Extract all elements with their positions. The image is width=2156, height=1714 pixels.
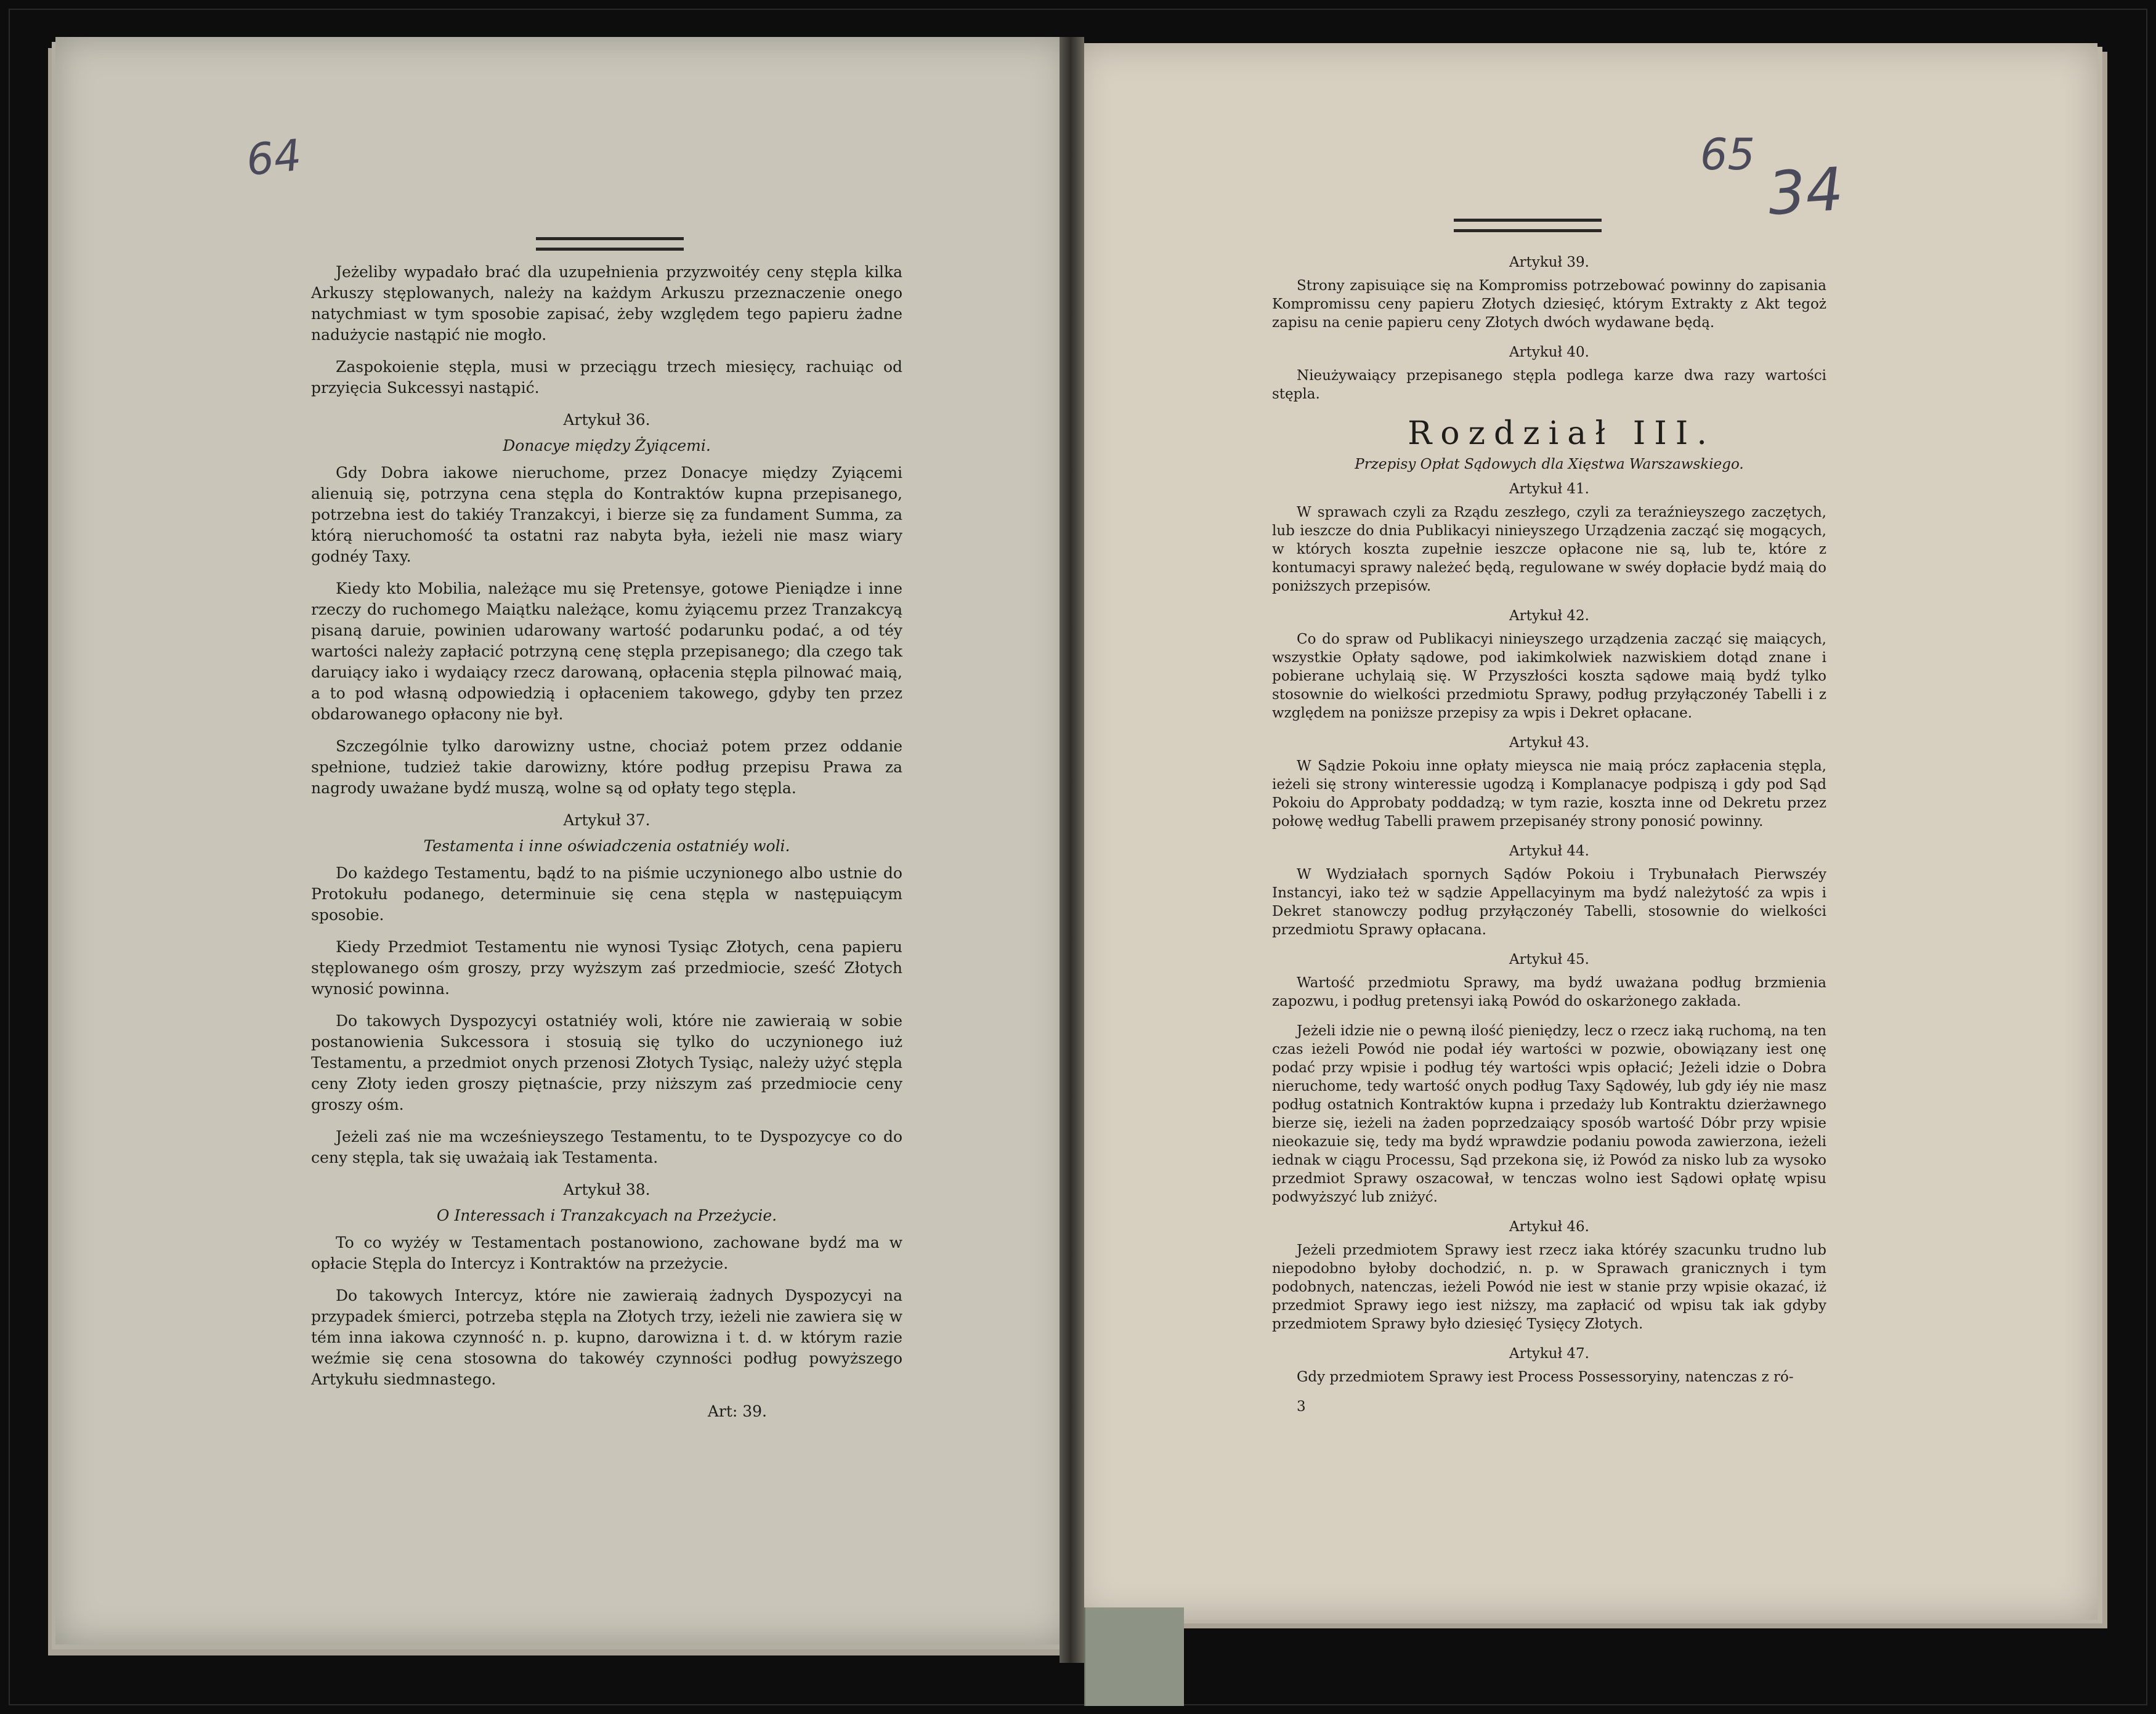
left-page-number: 64 xyxy=(243,129,304,186)
art47-heading: Artykuł 47. xyxy=(1509,1346,1589,1362)
art37-subtitle: Testamenta i inne oświadczenia ostatniéy woli. xyxy=(423,837,790,855)
art43-paragraph-1: W Sądzie Pokoiu inne opłaty mieysca nie maią prócz zapłacenia stępla, ieżeli się strony winteressie ugodzą i Komplanacye podpiszą i gdy pod Sąd Pokoiu do Approbaty poddadzą; w tym razie, koszta inne od Dekretu przez połowę według Tabelli prawem przepisanéy strony ponosić powinny. xyxy=(1272,758,1826,830)
chapter-title: Rozdział III. xyxy=(1408,415,1716,452)
art37-paragraph-1: Do każdego Testamentu, bądź to na piśmie uczynionego albo ustnie do Protokułu podanego, determinuie się cena stępla w następuiącym sposobie. xyxy=(311,864,902,924)
art36-heading: Artykuł 36. xyxy=(563,411,650,429)
art39-paragraph-1: Strony zapisuiące się na Kompromiss potrzebować powinny do zapisania Kompromissu ceny papieru Złotych dziesięć, którym Extrakty z Akt tegoż zapisu na cenie papieru ceny Złotych dwóch wydawane będą. xyxy=(1272,278,1826,331)
right-text-column xyxy=(1272,249,1826,1427)
art37-paragraph-3: Do takowych Dyspozycyi ostatniéy woli, które nie zawieraią w sobie postanowienia Sukcessora i stosuią się tylko do uczynionego iuż Testamentu, a przedmiot onych przenosi Złotych Tysiąc, należy użyć stępla ceny Złoty ieden groszy piętnaście, przy niższym zaś przedmiocie ceny groszy ośm. xyxy=(311,1012,902,1114)
art43-heading: Artykuł 43. xyxy=(1509,735,1589,751)
intro-paragraph-1: Jeżeliby wypadało brać dla uzupełnienia przyzwoitéy ceny stępla kilka Arkuszy stęplowanych, należy na każdym Arkuszu przeznaczenie onego natychmiast w tym sposobie zapisać, żeby względem tego papieru żadne nadużycie nastąpić nie mogło. xyxy=(311,263,902,344)
art46-heading: Artykuł 46. xyxy=(1509,1219,1589,1235)
art44-heading: Artykuł 44. xyxy=(1509,843,1589,859)
art45-paragraph-1: Wartość przedmiotu Sprawy, ma bydź uważana podług brzmienia zapozwu, i podług pretensyi iaką Powód do oskarżonego zakłada. xyxy=(1272,975,1826,1009)
art46-paragraph-1: Jeżeli przedmiotem Sprawy iest rzecz iaka któréy szacunku trudno lub niepodobno byłoby dochodzić, n. p. w Sprawach granicznych i tym podobnych, natenczas, ieżeli Powód nie iest w stanie przy wpisie okazać, iż przedmiot Sprawy iego iest niższy, ma zapłacić od wpisu tak iak gdyby przedmiotem Sprawy było dziesięć Tysięcy Złotych. xyxy=(1272,1242,1826,1332)
intro-paragraph-2: Zaspokoienie stępla, musi w przeciągu trzech miesięcy, rachuiąc od przyięcia Sukcessyi nastąpić. xyxy=(311,358,902,397)
art42-paragraph-1: Co do spraw od Publikacyi ninieyszego urządzenia zacząć się maiących, wszystkie Opłaty sądowe, pod iakimkolwiek nazwiskiem dotąd znane i pobierane uchylaią się. W Przyszłości koszta sądowe maią bydź tylko stosownie do wielkości przedmiotu Sprawy, podług przyłączonéy Tabelli i z względem na poniższe przepisy za wpis i Dekret opłacane. xyxy=(1272,631,1826,721)
art41-paragraph-1: W sprawach czyli za Rządu zeszłego, czyli za teraźnieyszego zaczętych, lub ieszcze do dnia Publikacyi ninieyszego Urządzenia zacząć się mogących, w których koszta zupełnie ieszcze opłacone nie są, lub te, które z kontumacyi sprawy należeć będą, regulowane w swéy dopłacie bydź maią do poniższych przepisów. xyxy=(1272,504,1826,594)
art36-subtitle: Donacye między Żyiącemi. xyxy=(503,437,711,455)
folio-number: 34 xyxy=(1765,154,1846,229)
art42-heading: Artykuł 42. xyxy=(1509,608,1589,624)
art37-heading: Artykuł 37. xyxy=(563,811,650,829)
left-ornament-rule xyxy=(536,237,684,251)
left-text-column xyxy=(311,262,902,1433)
right-ornament-rule xyxy=(1454,219,1602,232)
book-spine xyxy=(1060,37,1084,1663)
art36-paragraph-1: Gdy Dobra iakowe nieruchome, przez Donacye między Zyiącemi alienuią się, potrzyna cena stępla do Kontraktów kupna przepisanego, potrzebna iest do takiéy Tranzakcyi, i bierze się za fundament Summa, za którą nieruchomość ta ostatni raz nabyta była, ieżeli nie masz wiary godnéy Taxy. xyxy=(311,464,902,565)
signature-mark: 3 xyxy=(1297,1399,1306,1415)
art45-heading: Artykuł 45. xyxy=(1509,952,1589,968)
art36-paragraph-3: Szczególnie tylko darowizny ustne, chociaż potem przez oddanie spełnione, tudzież takie darowizny, które podług przepisu Prawa za nagrody uważane bydź muszą, wolne są od opłaty tego stępla. xyxy=(311,737,902,797)
art44-paragraph-1: W Wydziałach spornych Sądów Pokoiu i Trybunałach Pierwszéy Instancyi, iako też w sądzie Appellacyinym ma bydź należytość za wpis i Dekret stanowczy podług przyłączonéy Tabelli, stosownie do wielkości przedmiotu Sprawy opłacana. xyxy=(1272,867,1826,938)
art40-paragraph-1: Nieużywaiący przepisanego stępla podlega karze dwa razy wartości stępla. xyxy=(1272,368,1826,402)
art39-heading: Artykuł 39. xyxy=(1509,254,1589,270)
art41-heading: Artykuł 41. xyxy=(1509,481,1589,497)
art37-paragraph-2: Kiedy Przedmiot Testamentu nie wynosi Tysiąc Złotych, cena papieru stęplowanego ośm groszy, przy wyższym zaś przedmiocie, sześć Złotych wynosić powinna. xyxy=(311,938,902,998)
chapter-subtitle: Przepisy Opłat Sądowych dla Xięstwa Warszawskiego. xyxy=(1355,456,1744,472)
art37-paragraph-4: Jeżeli zaś nie ma wcześnieyszego Testamentu, to te Dyspozycye co do ceny stępla, tak się uważaią iak Testamenta. xyxy=(311,1128,902,1166)
art38-paragraph-2: Do takowych Intercyz, które nie zawieraią żadnych Dyspozycyi na przypadek śmierci, potrzeba stępla na Złotych trzy, ieżeli nie zawiera się w tém inna iakowa czynność n. p. kupno, darowizna i t. d. w którym razie weźmie się cena stosowna do takowéy czynności podług powyższego Artykułu siedmnastego. xyxy=(311,1287,902,1388)
art38-heading: Artykuł 38. xyxy=(563,1181,650,1199)
art40-heading: Artykuł 40. xyxy=(1509,344,1589,360)
art45-paragraph-2: Jeżeli idzie nie o pewną ilość pieniędzy, lecz o rzecz iaką ruchomą, na ten czas ieżeli Powód nie podał iéy wartości w pozwie, obowiązany iest onę podać przy wpisie i podług téy wartości wpis opłacić; Jeżeli idzie o Dobra nieruchome, tedy wartość onych podług Taxy Sądowéy, lub gdy iéy nie masz podług ostatnich Kontraktów kupna i przedaży lub Kontraktu dzierżawnego bierze się, ieżeli na żaden poprzedzaiący sposób wartość Dóbr przy wpisie nieokazuie się, tedy ma bydź wprawdzie podaniu powoda zawierzona, ieżeli iednak w ciągu Processu, Sąd przekona się, iż Powód za nisko lub za wysoko przedmiot Sprawy oszacował, w tenczas wolno iest Sądowi opłatę wpisu podwyższyć lub zniżyć. xyxy=(1272,1023,1826,1205)
art38-paragraph-1: To co wyżéy w Testamentach postanowiono, zachowane bydź ma w opłacie Stępla do Intercyz i Kontraktów na przeżycie. xyxy=(311,1234,902,1272)
spine-binding-tape xyxy=(1084,1607,1184,1706)
left-catchword: Art: 39. xyxy=(707,1402,767,1420)
art36-paragraph-2: Kiedy kto Mobilia, należące mu się Pretensye, gotowe Pieniądze i inne rzeczy do ruchomego Maiątku należące, komu żyiącemu przez Tranzakcyą pisaną daruie, powinien udarowany wartość podarunku podać, a od téy wartości należy zapłacić potrzyną cenę stępla przepisanego; dla czego tak daruiący iako i wydaiący rzecz darowaną, opłacenia stępla pilnować maią, a to pod własną odpowiedzią i opłaceniem takowego, gdyby ten przez obdarowanego opłacony nie był. xyxy=(311,580,902,723)
right-page-number: 65 xyxy=(1700,129,1756,180)
art38-subtitle: O Interessach i Tranzakcyach na Przeżycie. xyxy=(436,1207,777,1224)
art47-paragraph-1: Gdy przedmiotem Sprawy iest Process Possessoryiny, natenczas z ró- xyxy=(1297,1369,1794,1385)
